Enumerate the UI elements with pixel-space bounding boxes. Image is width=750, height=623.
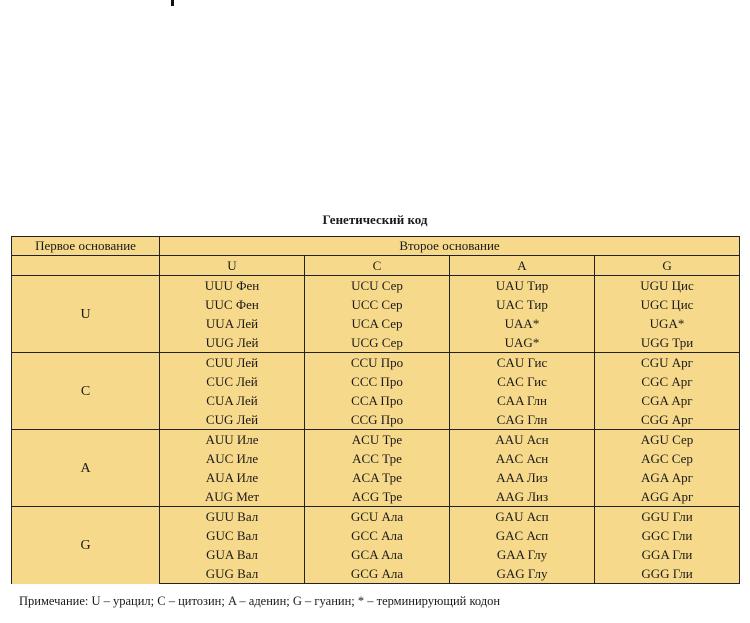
codon-cell: GUG Вал (160, 564, 305, 584)
codon-cell: AUA Иле (160, 468, 305, 487)
codon-cell: AUC Иле (160, 449, 305, 468)
codon-cell: CCU Про (305, 353, 450, 373)
codon-cell: CUA Лей (160, 391, 305, 410)
codon-cell: UAU Тир (450, 276, 595, 296)
codon-cell: GCC Ала (305, 526, 450, 545)
codon-cell: CAU Гис (450, 353, 595, 373)
first-base-cell: G (12, 507, 160, 584)
footnote: Примечание: U – урацил; C – цитозин; A – аденин; G – гуанин; * – терминирующий кодон (19, 594, 501, 608)
codon-cell: UGA* (595, 314, 740, 333)
codon-cell: CUU Лей (160, 353, 305, 373)
codon-cell: GUA Вал (160, 545, 305, 564)
second-base-u: U (160, 256, 305, 276)
codon-cell: ACA Тре (305, 468, 450, 487)
codon-cell: GAG Глу (450, 564, 595, 584)
codon-cell: CAC Гис (450, 372, 595, 391)
codon-cell: UAC Тир (450, 295, 595, 314)
first-base-header: Первое основание (12, 237, 160, 256)
codon-cell: UGG Три (595, 333, 740, 353)
codon-cell: CAA Глн (450, 391, 595, 410)
codon-cell: CAG Глн (450, 410, 595, 430)
codon-cell: GUU Вал (160, 507, 305, 527)
codon-cell: CCC Про (305, 372, 450, 391)
codon-cell: AUG Мет (160, 487, 305, 507)
first-base-cell: C (12, 353, 160, 430)
codon-cell: UCA Сер (305, 314, 450, 333)
codon-cell: CUG Лей (160, 410, 305, 430)
codon-row (12, 276, 740, 296)
codon-cell: ACG Тре (305, 487, 450, 507)
codon-cell: AAG Лиз (450, 487, 595, 507)
codon-cell: GGC Гли (595, 526, 740, 545)
codon-cell: UUU Фен (160, 276, 305, 296)
second-base-a: A (450, 256, 595, 276)
codon-cell: AGU Сер (595, 430, 740, 450)
codon-cell: UCG Сер (305, 333, 450, 353)
codon-cell: GGG Гли (595, 564, 740, 584)
codon-cell: UGU Цис (595, 276, 740, 296)
codon-cell: CCA Про (305, 391, 450, 410)
codon-cell: ACC Тре (305, 449, 450, 468)
codon-cell: GCA Ала (305, 545, 450, 564)
codon-cell: CGC Арг (595, 372, 740, 391)
codon-cell: GUC Вал (160, 526, 305, 545)
codon-cell: UUG Лей (160, 333, 305, 353)
codon-cell: CGU Арг (595, 353, 740, 373)
codon-cell: UUA Лей (160, 314, 305, 333)
codon-cell: UGC Цис (595, 295, 740, 314)
second-base-header: Второе основание (160, 237, 740, 256)
codon-row (12, 353, 740, 373)
second-base-subheader-row (12, 256, 740, 276)
codon-cell: GAU Асп (450, 507, 595, 527)
codon-cell: UAG* (450, 333, 595, 353)
codon-row (12, 507, 740, 527)
table-title: Генетический код (322, 212, 428, 227)
codon-cell: GGA Гли (595, 545, 740, 564)
second-base-g: G (595, 256, 740, 276)
codon-cell: GCU Ала (305, 507, 450, 527)
codon-cell: UUC Фен (160, 295, 305, 314)
codon-cell: AAA Лиз (450, 468, 595, 487)
codon-cell: CCG Про (305, 410, 450, 430)
second-base-c: C (305, 256, 450, 276)
codon-cell: GAC Асп (450, 526, 595, 545)
codon-table-body (12, 276, 740, 584)
genetic-code-table (11, 236, 740, 584)
codon-cell: UAA* (450, 314, 595, 333)
codon-row (12, 430, 740, 450)
codon-cell: AUU Иле (160, 430, 305, 450)
codon-cell: AAU Асн (450, 430, 595, 450)
codon-cell: UCC Сер (305, 295, 450, 314)
codon-cell: CGA Арг (595, 391, 740, 410)
codon-cell: GCG Ала (305, 564, 450, 584)
codon-cell: AGG Арг (595, 487, 740, 507)
first-base-cell: U (12, 276, 160, 353)
codon-cell: UCU Сер (305, 276, 450, 296)
codon-cell: AAC Асн (450, 449, 595, 468)
first-base-cell: A (12, 430, 160, 507)
codon-cell: AGC Сер (595, 449, 740, 468)
page-edge-mark (171, 0, 174, 6)
codon-cell: ACU Тре (305, 430, 450, 450)
header-row (12, 237, 740, 256)
codon-cell: GGU Гли (595, 507, 740, 527)
subheader-blank-cell (12, 256, 160, 276)
codon-cell: CGG Арг (595, 410, 740, 430)
codon-cell: AGA Арг (595, 468, 740, 487)
codon-cell: CUC Лей (160, 372, 305, 391)
codon-cell: GAA Глу (450, 545, 595, 564)
